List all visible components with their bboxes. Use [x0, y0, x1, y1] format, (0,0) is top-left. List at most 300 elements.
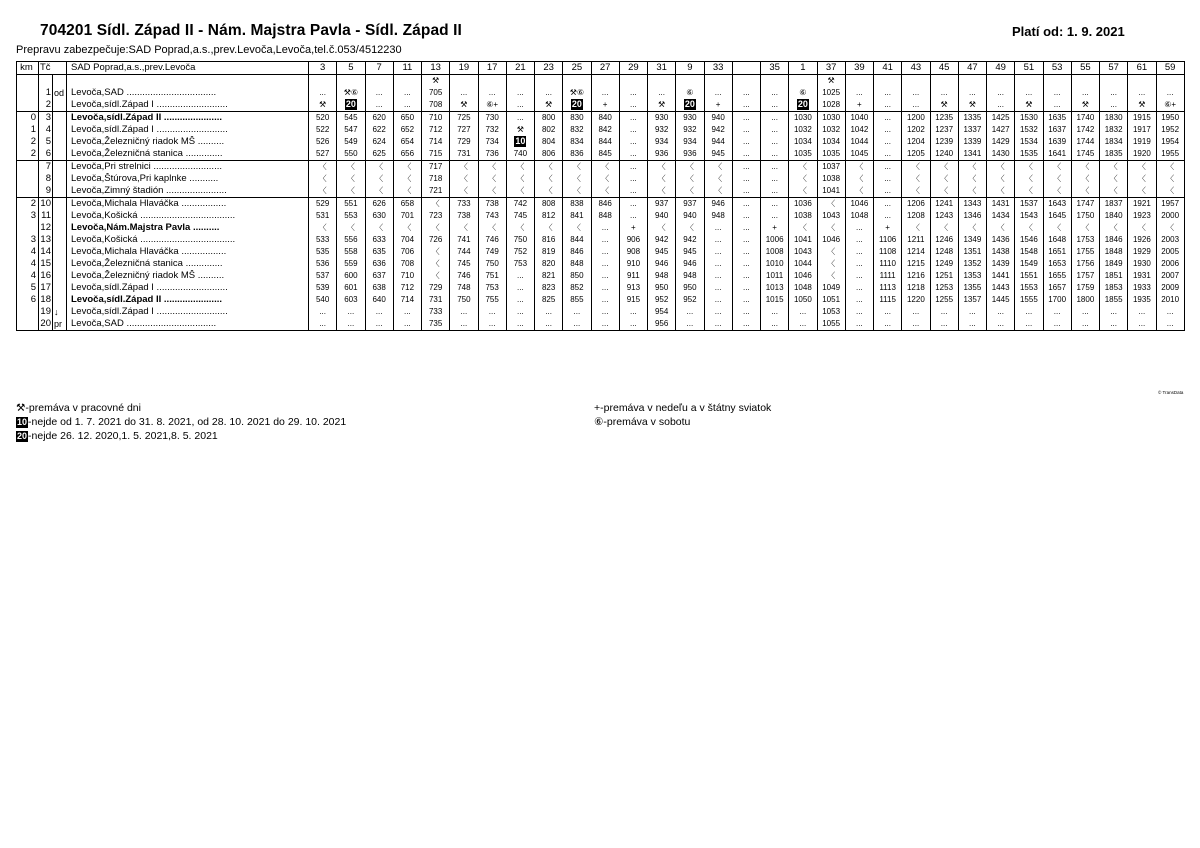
stop-name: Levoča,Pri strelnici ..........................: [67, 161, 309, 174]
time-cell: 1551: [1015, 270, 1043, 282]
time-cell: +: [591, 99, 619, 112]
time-cell: 738: [478, 198, 506, 211]
time-cell: 635: [365, 246, 393, 258]
time-cell: 〈: [958, 222, 986, 234]
time-cell: 714: [393, 294, 421, 306]
time-cell: 1742: [1071, 124, 1099, 136]
km-value: 3: [17, 210, 39, 222]
time-cell: 535: [309, 246, 337, 258]
trip-mark: [337, 75, 365, 88]
time-cell: ⚒: [309, 99, 337, 112]
time-cell: 1239: [930, 136, 958, 148]
time-cell: 1025: [817, 87, 845, 99]
time-cell: 626: [365, 198, 393, 211]
time-cell: 850: [563, 270, 591, 282]
time-cell: ...: [845, 222, 873, 234]
timetable: [16, 61, 1185, 331]
km-value: [17, 99, 39, 112]
time-cell: 844: [591, 136, 619, 148]
time-cell: ...: [591, 222, 619, 234]
time-cell: ...: [1156, 318, 1184, 331]
trip-mark: [958, 75, 986, 88]
time-cell: 654: [393, 136, 421, 148]
time-cell: 549: [337, 136, 365, 148]
time-cell: 〈: [817, 198, 845, 211]
time-cell: 1834: [1100, 136, 1128, 148]
time-cell: 1038: [817, 173, 845, 185]
stop-name: Levoča,sídl.Západ II ......................: [67, 112, 309, 125]
time-cell: 1431: [987, 198, 1015, 211]
time-cell: 〈: [450, 222, 478, 234]
stop-number: 5: [39, 136, 53, 148]
time-cell: ⚒: [1071, 99, 1099, 112]
time-cell: 1042: [845, 124, 873, 136]
time-cell: 819: [535, 246, 563, 258]
time-cell: 〈: [817, 222, 845, 234]
trip-mark: [535, 75, 563, 88]
time-cell: ...: [1100, 87, 1128, 99]
time-cell: 〈: [1043, 222, 1071, 234]
time-cell: 〈: [1100, 161, 1128, 174]
time-cell: ...: [619, 99, 647, 112]
stop-number: 3: [39, 112, 53, 125]
time-cell: 1935: [1128, 294, 1156, 306]
time-cell: ...: [365, 99, 393, 112]
time-cell: 1750: [1071, 210, 1099, 222]
stop-mark: [53, 234, 67, 246]
time-cell: 1553: [1015, 282, 1043, 294]
trip-mark: [1015, 75, 1043, 88]
time-cell: 〈: [789, 161, 817, 174]
time-cell: ...: [874, 136, 902, 148]
time-cell: ...: [732, 198, 760, 211]
time-cell: 1044: [845, 136, 873, 148]
time-cell: 808: [535, 198, 563, 211]
stop-mark: [53, 270, 67, 282]
time-cell: 816: [535, 234, 563, 246]
time-cell: 〈: [422, 246, 450, 258]
time-cell: 940: [704, 112, 732, 125]
time-cell: 1747: [1071, 198, 1099, 211]
time-cell: ...: [704, 294, 732, 306]
time-cell: 915: [619, 294, 647, 306]
time-cell: ...: [732, 222, 760, 234]
time-cell: 934: [648, 136, 676, 148]
time-cell: 710: [422, 112, 450, 125]
time-cell: 950: [676, 282, 704, 294]
stop-name: Levoča,Košická ....................................: [67, 234, 309, 246]
time-cell: 〈: [535, 222, 563, 234]
stop-row: [17, 270, 1185, 282]
time-cell: 1917: [1128, 124, 1156, 136]
time-cell: 750: [450, 294, 478, 306]
time-cell: 531: [309, 210, 337, 222]
time-cell: 637: [365, 270, 393, 282]
time-cell: 〈: [1128, 161, 1156, 174]
time-cell: 751: [478, 270, 506, 282]
time-cell: 〈: [1071, 222, 1099, 234]
time-cell: 〈: [902, 161, 930, 174]
time-cell: 〈: [422, 270, 450, 282]
stop-row: [17, 246, 1185, 258]
time-cell: 1443: [987, 282, 1015, 294]
box-10-icon: 10: [515, 136, 526, 146]
time-cell: ...: [1128, 87, 1156, 99]
time-cell: ...: [845, 270, 873, 282]
time-cell: ...: [761, 173, 789, 185]
time-cell: ...: [958, 318, 986, 331]
time-cell: 1028: [817, 99, 845, 112]
time-cell: 852: [563, 282, 591, 294]
time-cell: ...: [704, 234, 732, 246]
header-km: km: [17, 62, 39, 75]
km-value: 5: [17, 282, 39, 294]
time-cell: ...: [619, 306, 647, 318]
note-20: [16, 430, 218, 442]
time-cell: ⚒: [1015, 99, 1043, 112]
time-cell: ...: [874, 173, 902, 185]
stop-name: Levoča,Košická ....................................: [67, 210, 309, 222]
time-cell: ...: [676, 306, 704, 318]
time-cell: 〈: [365, 185, 393, 198]
km-value: 3: [17, 234, 39, 246]
time-cell: 1740: [1071, 112, 1099, 125]
time-cell: 〈: [563, 222, 591, 234]
stop-row: [17, 282, 1185, 294]
time-cell: ...: [619, 87, 647, 99]
time-cell: 633: [365, 234, 393, 246]
time-cell: 〈: [1015, 161, 1043, 174]
trip-number: 35: [761, 62, 789, 75]
time-cell: 842: [591, 124, 619, 136]
time-cell: ...: [845, 282, 873, 294]
time-cell: 755: [478, 294, 506, 306]
time-cell: ...: [704, 258, 732, 270]
time-cell: ...: [619, 185, 647, 198]
time-cell: ...: [874, 148, 902, 161]
time-cell: 910: [619, 258, 647, 270]
time-cell: ...: [704, 87, 732, 99]
time-cell: 〈: [648, 173, 676, 185]
time-cell: 〈: [648, 185, 676, 198]
time-cell: ...: [761, 124, 789, 136]
time-cell: ...: [874, 99, 902, 112]
time-cell: 1204: [902, 136, 930, 148]
time-cell: 1757: [1071, 270, 1099, 282]
time-cell: ...: [1100, 318, 1128, 331]
time-cell: 〈: [337, 185, 365, 198]
time-cell: 〈: [1015, 173, 1043, 185]
time-cell: 〈: [422, 258, 450, 270]
trip-number: 5: [337, 62, 365, 75]
time-cell: ...: [732, 210, 760, 222]
time-cell: ...: [450, 306, 478, 318]
time-cell: 704: [393, 234, 421, 246]
time-cell: 1957: [1156, 198, 1184, 211]
time-cell: 〈: [704, 173, 732, 185]
time-cell: ...: [1128, 306, 1156, 318]
time-cell: 1955: [1156, 148, 1184, 161]
stop-name: Levoča,Zimný štadión .......................: [67, 185, 309, 198]
time-cell: ...: [704, 246, 732, 258]
note-text: -nejde 26. 12. 2020,1. 5. 2021,8. 5. 2021: [28, 430, 218, 442]
time-cell: 638: [365, 282, 393, 294]
time-cell: ...: [1071, 87, 1099, 99]
time-cell: +: [761, 222, 789, 234]
time-cell: ...: [704, 222, 732, 234]
time-cell: ...: [761, 161, 789, 174]
stop-row: [17, 124, 1185, 136]
header-operator: SAD Poprad,a.s.,prev.Levoča: [67, 62, 309, 75]
cross-icon: +: [594, 402, 601, 414]
time-cell: ...: [506, 282, 534, 294]
time-cell: 846: [563, 246, 591, 258]
time-cell: 〈: [1015, 222, 1043, 234]
time-cell: ...: [987, 87, 1015, 99]
time-cell: 1043: [817, 210, 845, 222]
time-cell: 1851: [1100, 270, 1128, 282]
time-cell: 〈: [337, 222, 365, 234]
stop-row: [17, 112, 1185, 125]
time-cell: 913: [619, 282, 647, 294]
time-cell: 911: [619, 270, 647, 282]
time-cell: 1030: [789, 112, 817, 125]
time-cell: 〈: [789, 173, 817, 185]
stop-mark: [53, 136, 67, 148]
time-cell: 950: [648, 282, 676, 294]
time-cell: 〈: [817, 270, 845, 282]
time-cell: 802: [535, 124, 563, 136]
valid-from: Platí od: 1. 9. 2021: [1012, 24, 1125, 39]
time-cell: ...: [506, 112, 534, 125]
time-cell: 840: [591, 112, 619, 125]
time-cell: ...: [958, 87, 986, 99]
time-cell: 620: [365, 112, 393, 125]
stop-mark: pr: [53, 318, 67, 331]
time-cell: ...: [732, 185, 760, 198]
time-cell: 1208: [902, 210, 930, 222]
time-cell: 725: [450, 112, 478, 125]
time-cell: 855: [563, 294, 591, 306]
time-cell: 705: [422, 87, 450, 99]
time-cell: 〈: [365, 222, 393, 234]
time-cell: ...: [506, 318, 534, 331]
trip-number: 25: [563, 62, 591, 75]
time-cell: 1041: [789, 234, 817, 246]
time-cell: 1352: [958, 258, 986, 270]
time-cell: 1206: [902, 198, 930, 211]
trip-mark: [930, 75, 958, 88]
time-cell: 723: [422, 210, 450, 222]
time-cell: 520: [309, 112, 337, 125]
time-cell: 〈: [393, 185, 421, 198]
time-cell: 1110: [874, 258, 902, 270]
time-cell: ...: [506, 306, 534, 318]
operator-line: Prepravu zabezpečuje:SAD Poprad,a.s.,prev.Levoča,Levoča,tel.č.053/4512230: [16, 44, 402, 56]
time-cell: 753: [478, 282, 506, 294]
time-cell: ...: [1015, 87, 1043, 99]
box-20-icon: 20: [684, 99, 695, 109]
time-cell: ...: [309, 318, 337, 331]
time-cell: ...: [619, 198, 647, 211]
time-cell: 1759: [1071, 282, 1099, 294]
stop-number: 8: [39, 173, 53, 185]
time-cell: ...: [930, 87, 958, 99]
time-cell: ...: [845, 306, 873, 318]
stop-row: [17, 99, 1185, 112]
time-cell: 1044: [789, 258, 817, 270]
stop-name: Levoča,Železničný riadok MŠ ..........: [67, 136, 309, 148]
box-20-icon: 20: [797, 99, 808, 109]
time-cell: 1211: [902, 234, 930, 246]
trip-number: 41: [874, 62, 902, 75]
time-cell: 721: [422, 185, 450, 198]
time-cell: 841: [563, 210, 591, 222]
time-cell: 1010: [761, 258, 789, 270]
time-cell: 812: [535, 210, 563, 222]
time-cell: 〈: [987, 173, 1015, 185]
time-cell: 748: [450, 282, 478, 294]
time-cell: 726: [422, 234, 450, 246]
stop-mark: [53, 148, 67, 161]
time-cell: 932: [676, 124, 704, 136]
trip-mark: [309, 75, 337, 88]
time-cell: 1051: [817, 294, 845, 306]
time-cell: ...: [591, 294, 619, 306]
time-cell: 1657: [1043, 282, 1071, 294]
stop-number: 16: [40, 270, 51, 281]
km-value: [17, 185, 39, 198]
box-20-icon: 20: [17, 431, 28, 441]
time-cell: 710: [393, 270, 421, 282]
time-cell: 1923: [1128, 210, 1156, 222]
time-cell: ...: [365, 87, 393, 99]
time-cell: 1346: [958, 210, 986, 222]
time-cell: 1108: [874, 246, 902, 258]
time-cell: ...: [987, 318, 1015, 331]
time-cell: 1832: [1100, 124, 1128, 136]
time-cell: 1950: [1156, 112, 1184, 125]
time-cell: ...: [619, 318, 647, 331]
trip-mark: [704, 75, 732, 88]
box-10-icon: 10: [17, 417, 28, 427]
stop-number: 2: [39, 99, 53, 112]
time-cell: 1427: [987, 124, 1015, 136]
time-cell: 1038: [789, 210, 817, 222]
time-cell: 800: [535, 112, 563, 125]
time-cell: 〈: [1100, 222, 1128, 234]
time-cell: 1202: [902, 124, 930, 136]
time-cell: 529: [309, 198, 337, 211]
stop-number: 4: [39, 124, 53, 136]
time-cell: ...: [732, 258, 760, 270]
km-value: [17, 87, 39, 99]
time-cell: 〈: [506, 173, 534, 185]
time-cell: 553: [337, 210, 365, 222]
trip-mark: [365, 75, 393, 88]
time-cell: 〈: [591, 161, 619, 174]
time-cell: 1641: [1043, 148, 1071, 161]
stop-mark: [53, 124, 67, 136]
time-cell: 1926: [1128, 234, 1156, 246]
stop-number: 9: [39, 185, 53, 198]
time-cell: 〈: [930, 161, 958, 174]
time-cell: 1030: [817, 112, 845, 125]
trip-number: 47: [958, 62, 986, 75]
time-cell: ...: [506, 294, 534, 306]
time-cell: 1930: [1128, 258, 1156, 270]
time-cell: 1439: [987, 258, 1015, 270]
time-cell: 948: [648, 270, 676, 282]
time-cell: 1755: [1071, 246, 1099, 258]
time-cell: ...: [591, 318, 619, 331]
time-cell: ...: [591, 246, 619, 258]
time-cell: ...: [1128, 318, 1156, 331]
stop-number: 11: [39, 210, 53, 222]
timetable-header-row: [17, 62, 1185, 75]
trip-number: 17: [478, 62, 506, 75]
time-cell: 1952: [1156, 124, 1184, 136]
time-cell: ...: [1100, 99, 1128, 112]
time-cell: ...: [761, 87, 789, 99]
time-cell: 1053: [817, 306, 845, 318]
time-cell: 823: [535, 282, 563, 294]
time-cell: ...: [619, 112, 647, 125]
time-cell: 652: [393, 124, 421, 136]
time-cell: 1055: [817, 318, 845, 331]
time-cell: 1648: [1043, 234, 1071, 246]
time-cell: ...: [845, 234, 873, 246]
time-cell: 〈: [930, 173, 958, 185]
time-cell: 1251: [930, 270, 958, 282]
time-cell: ...: [619, 173, 647, 185]
time-cell: ...: [591, 282, 619, 294]
time-cell: 1214: [902, 246, 930, 258]
time-cell: ⑥: [789, 87, 817, 99]
time-cell: 1355: [958, 282, 986, 294]
time-cell: 603: [337, 294, 365, 306]
stop-number: 14: [40, 246, 51, 257]
time-cell: 526: [309, 136, 337, 148]
time-cell: 1216: [902, 270, 930, 282]
empty-cell: [53, 75, 67, 88]
time-cell: 1745: [1071, 148, 1099, 161]
stop-mark: [53, 99, 67, 112]
time-cell: 〈: [1156, 173, 1184, 185]
stop-row: [17, 234, 1185, 246]
time-cell: ...: [337, 306, 365, 318]
time-cell: 〈: [591, 173, 619, 185]
time-cell: 1655: [1043, 270, 1071, 282]
time-cell: ...: [506, 270, 534, 282]
time-cell: 〈: [393, 173, 421, 185]
time-cell: 708: [422, 99, 450, 112]
time-cell: 945: [676, 246, 704, 258]
trip-mark: [845, 75, 873, 88]
time-cell: 1015: [761, 294, 789, 306]
time-cell: 〈: [676, 222, 704, 234]
trip-number: 1: [789, 62, 817, 75]
time-cell: 954: [648, 306, 676, 318]
stop-mark: [53, 112, 67, 125]
time-cell: 1441: [987, 270, 1015, 282]
time-cell: 1954: [1156, 136, 1184, 148]
time-cell: ...: [704, 306, 732, 318]
time-cell: 〈: [930, 185, 958, 198]
time-cell: 1535: [1015, 148, 1043, 161]
time-cell: 〈: [563, 161, 591, 174]
time-cell: 936: [648, 148, 676, 161]
